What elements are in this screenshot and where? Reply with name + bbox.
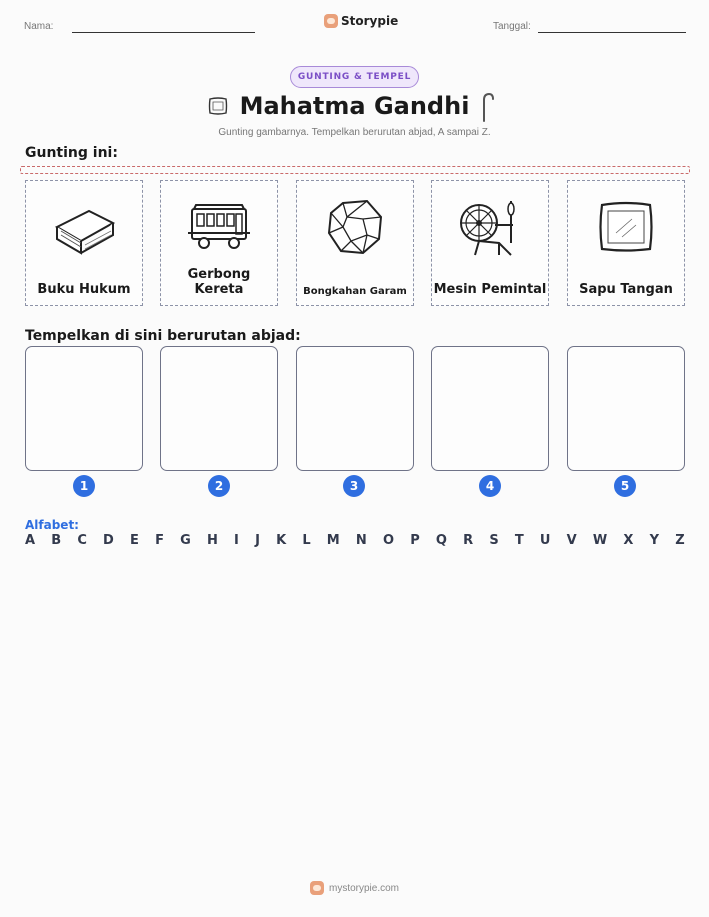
alphabet-letter: G xyxy=(180,533,191,548)
paste-slot-4[interactable] xyxy=(431,346,549,471)
alphabet-letter: B xyxy=(51,533,62,548)
footer xyxy=(0,881,709,895)
cut-card-5[interactable] xyxy=(567,180,685,306)
alphabet-letter: I xyxy=(234,533,239,548)
walking-stick-icon xyxy=(479,92,495,126)
cut-card-3[interactable] xyxy=(296,180,414,306)
alphabet-label: Alfabet: xyxy=(25,518,79,532)
slot-number: 3 xyxy=(343,475,365,497)
name-label: Nama: xyxy=(24,21,54,32)
alphabet-letter: K xyxy=(276,533,287,548)
alphabet-letter: T xyxy=(514,533,524,548)
footer-url[interactable]: mystorypie.com xyxy=(328,882,399,894)
alphabet-letter: E xyxy=(130,533,139,548)
storypie-logo-icon xyxy=(324,14,338,28)
alphabet-letter: D xyxy=(103,533,114,548)
alphabet-letter: H xyxy=(206,533,218,548)
page-title: Mahatma Gandhi xyxy=(239,92,470,120)
alphabet-letter: A xyxy=(25,533,36,548)
card-label: Buku Hukum xyxy=(37,282,131,297)
alphabet-letter: L xyxy=(302,533,311,548)
alphabet-letter: N xyxy=(355,533,367,548)
date-label: Tanggal: xyxy=(493,21,531,32)
card-label: Gerbong Kereta xyxy=(187,267,251,297)
storypie-logo-icon xyxy=(310,881,324,895)
instructions: Gunting gambarnya. Tempelkan berurutan abjad, A sampai Z. xyxy=(218,127,491,138)
card-label: Bongkahan Garam xyxy=(303,286,407,297)
train-carriage-icon xyxy=(161,187,277,267)
alphabet-row xyxy=(25,533,685,548)
alphabet-letter: C xyxy=(77,533,87,548)
name-field[interactable] xyxy=(72,32,255,33)
activity-badge: GUNTING & TEMPEL xyxy=(290,66,419,88)
cut-card-4[interactable] xyxy=(431,180,549,306)
paste-slot-3[interactable] xyxy=(296,346,414,471)
date-field[interactable] xyxy=(538,32,686,33)
alphabet-letter: R xyxy=(463,533,474,548)
card-label: Mesin Pemintal xyxy=(433,282,547,297)
handkerchief-icon xyxy=(568,187,684,267)
alphabet-letter: O xyxy=(382,533,395,548)
spinning-wheel-icon xyxy=(432,187,548,267)
paste-slot-5[interactable] xyxy=(567,346,685,471)
alphabet-letter: U xyxy=(539,533,551,548)
brand-name: Storypie xyxy=(341,14,399,28)
alphabet-letter: P xyxy=(410,533,420,548)
alphabet-letter: Y xyxy=(649,533,660,548)
slot-number: 1 xyxy=(73,475,95,497)
alphabet-letter: V xyxy=(566,533,577,548)
cut-card-2[interactable] xyxy=(160,180,278,306)
cut-section-label: Gunting ini: xyxy=(25,145,118,161)
alphabet-letter: S xyxy=(489,533,499,548)
paste-slot-2[interactable] xyxy=(160,346,278,471)
alphabet-letter: X xyxy=(623,533,634,548)
paste-section-label: Tempelkan di sini berurutan abjad: xyxy=(25,328,301,344)
slot-number: 2 xyxy=(208,475,230,497)
brand-logo xyxy=(324,14,398,28)
alphabet-letter: F xyxy=(155,533,164,548)
alphabet-letter: Z xyxy=(675,533,685,548)
paste-slot-1[interactable] xyxy=(25,346,143,471)
alphabet-letter: Q xyxy=(435,533,447,548)
card-label: Sapu Tangan xyxy=(579,282,673,297)
alphabet-letter: M xyxy=(326,533,340,548)
salt-crystal-icon xyxy=(297,187,413,267)
cut-card-1[interactable] xyxy=(25,180,143,306)
cut-line xyxy=(20,166,690,174)
alphabet-letter: W xyxy=(592,533,608,548)
alphabet-letter: J xyxy=(255,533,260,548)
slot-number: 5 xyxy=(614,475,636,497)
slot-number: 4 xyxy=(479,475,501,497)
law-book-icon xyxy=(26,187,142,267)
